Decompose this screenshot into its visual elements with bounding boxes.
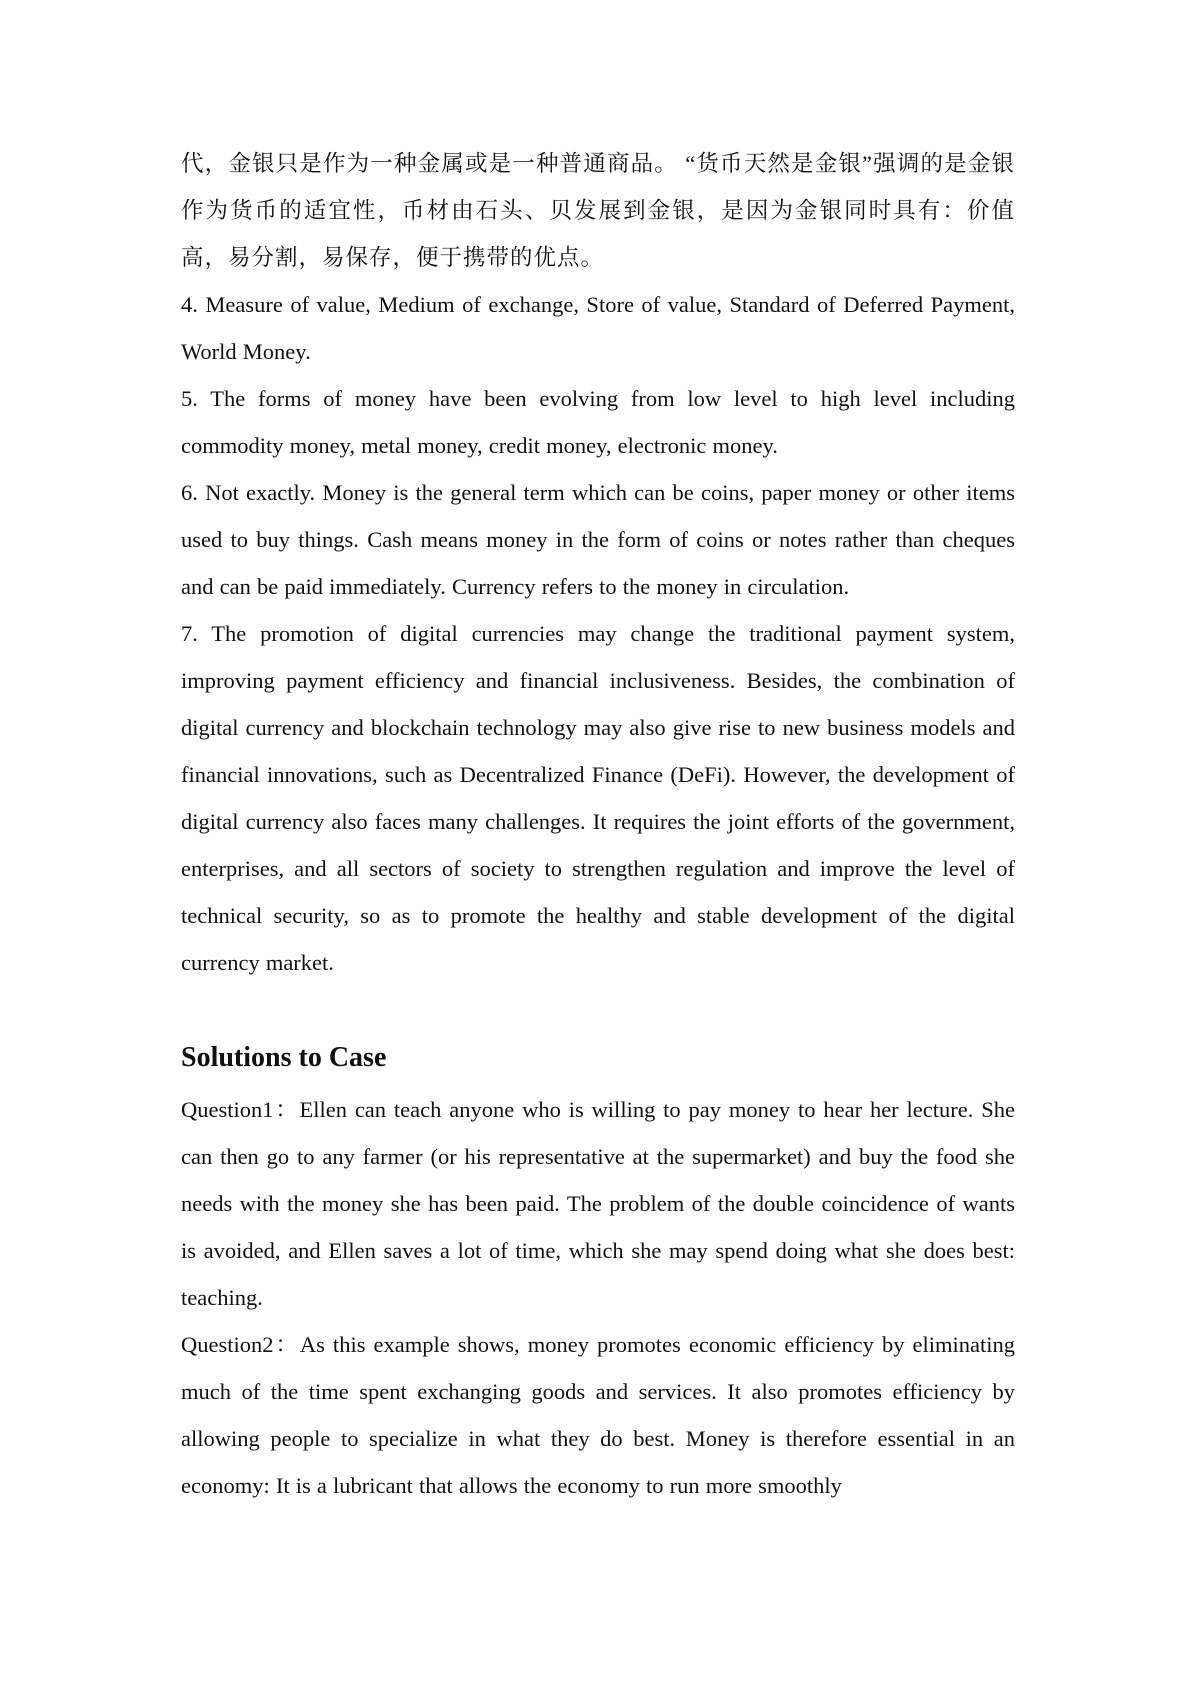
answer-7: 7. The promotion of digital currencies may change the traditional payment system, improving payment efficiency and financial inclusiveness. Besides, the combination of digital currency and blockchain technology may also give rise to new business models and financial innovations, such as Decentralized Finance (DeFi). However, the development of digital currency also faces many challenges. It requires the joint efforts of the government, enterprises, and all sectors of society to strengthen regulation and improve the level of technical security, so as to promote the healthy and stable development of the digital currency market. [181, 621, 1015, 975]
section-heading: Solutions to Case [181, 1042, 387, 1073]
document-page [181, 140, 1015, 1509]
case-question-2: Question2：As this example shows, money promotes economic efficiency by eliminating much of the time spent exchanging goods and services. It also promotes efficiency by allowing people to specialize in what they do best. Money is therefore essential in an economy: It is a lubricant that allows the economy to run more smoothly [181, 1332, 1015, 1498]
answer-6: 6. Not exactly. Money is the general term which can be coins, paper money or other items used to buy things. Cash means money in the form of coins or notes rather than cheques and can be paid immediately. Currency refers to the money in circulation. [181, 480, 1015, 599]
answer-4: 4. Measure of value, Medium of exchange, Store of value, Standard of Deferred Payment, World Money. [181, 292, 1015, 364]
section-spacer [181, 986, 1015, 1038]
section-heading-wrap [181, 1038, 1015, 1078]
case-question-1: Question1：Ellen can teach anyone who is willing to pay money to hear her lecture. She can then go to any farmer (or his representative at the supermarket) and buy the food she needs with the money she has been paid. The problem of the double coincidence of wants is avoided, and Ellen saves a lot of time, which she may spend doing what she does best: teaching. [181, 1097, 1015, 1310]
paragraph-chinese-continuation: 代，金银只是作为一种金属或是一种普通商品。 “货币天然是金银”强调的是金银作为货币的适宜性，币材由石头、贝发展到金银，是因为金银同时具有：价值高，易分割，易保存，便于携带的优点。 [181, 151, 1015, 270]
answer-5: 5. The forms of money have been evolving from low level to high level including commodity money, metal money, credit money, electronic money. [181, 386, 1015, 458]
